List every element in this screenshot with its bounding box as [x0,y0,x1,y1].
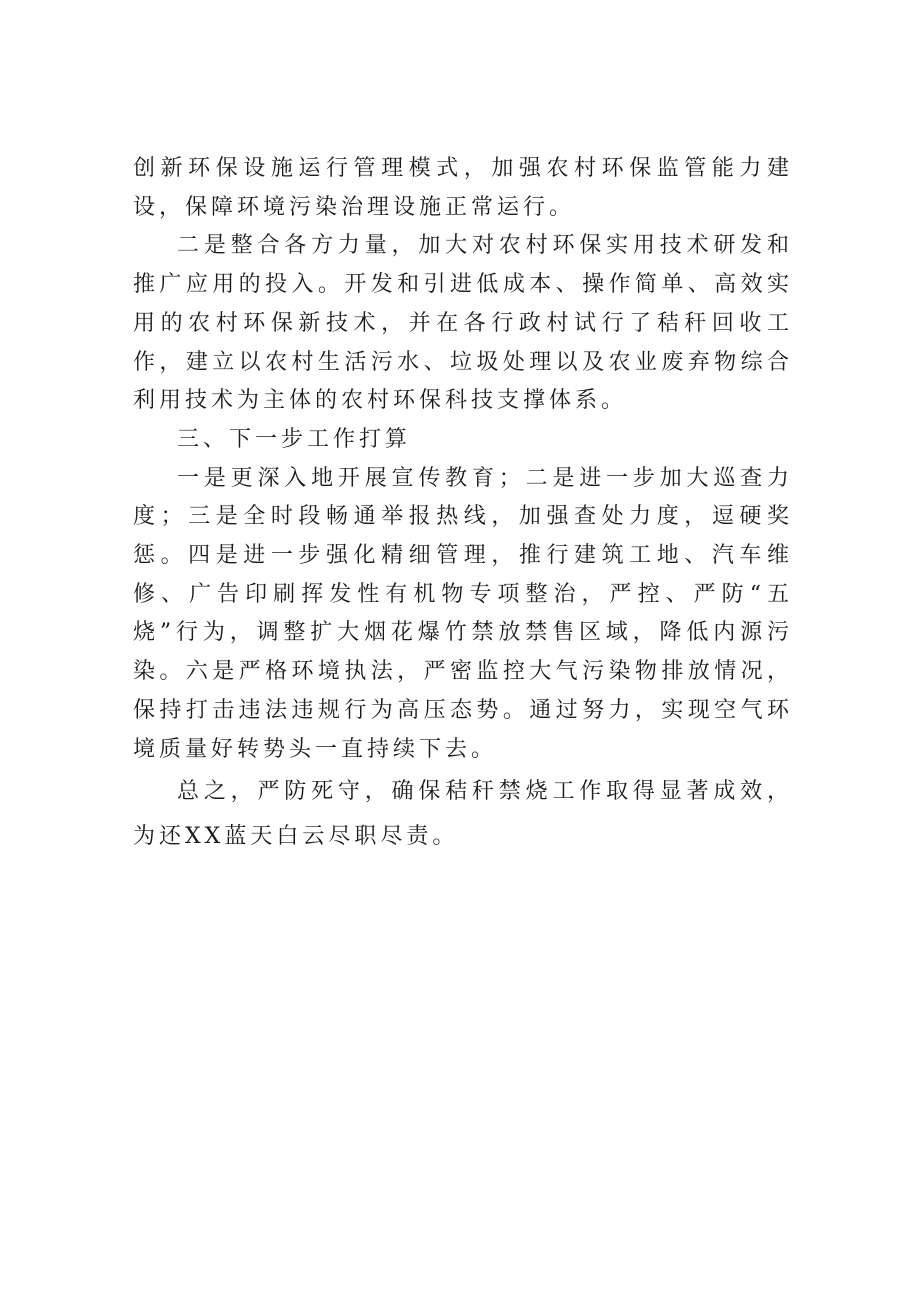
paragraph-continuation: 创新环保设施运行管理模式，加强农村环保监管能力建设，保障环境污染治理设施正常运行。 [133,156,793,220]
document-body [133,150,793,859]
section-heading-next-steps: 三、下一步工作打算 [177,426,412,452]
paragraph-conclusion: 总之，严防死守，确保秸秆禁烧工作取得显著成效，为还XX蓝天白云尽职尽责。 [133,779,793,850]
paragraph-technology-support: 二是整合各方力量，加大对农村环保实用技术研发和推广应用的投入。开发和引进低成本、操作简单、高效实用的农村环保新技术，并在各行政村试行了秸秆回收工作，建立以农村生活污水、垃圾处理以及农业废弃物综合利用技术为主体的农村环保科技支撑体系。 [133,233,793,414]
paragraph-work-plan: 一是更深入地开展宣传教育；二是进一步加大巡查力度；三是全时段畅通举报热线，加强查处力度，逗硬奖惩。四是进一步强化精细管理，推行建筑工地、汽车维修、广告印刷挥发性有机物专项整治，严控、严防“五烧”行为，调整扩大烟花爆竹禁放禁售区域，降低内源污染。六是严格环境执法，严密监控大气污染物排放情况，保持打击违法违规行为高压态势。通过努力，实现空气环境质量好转势头一直持续下去。 [133,465,793,762]
